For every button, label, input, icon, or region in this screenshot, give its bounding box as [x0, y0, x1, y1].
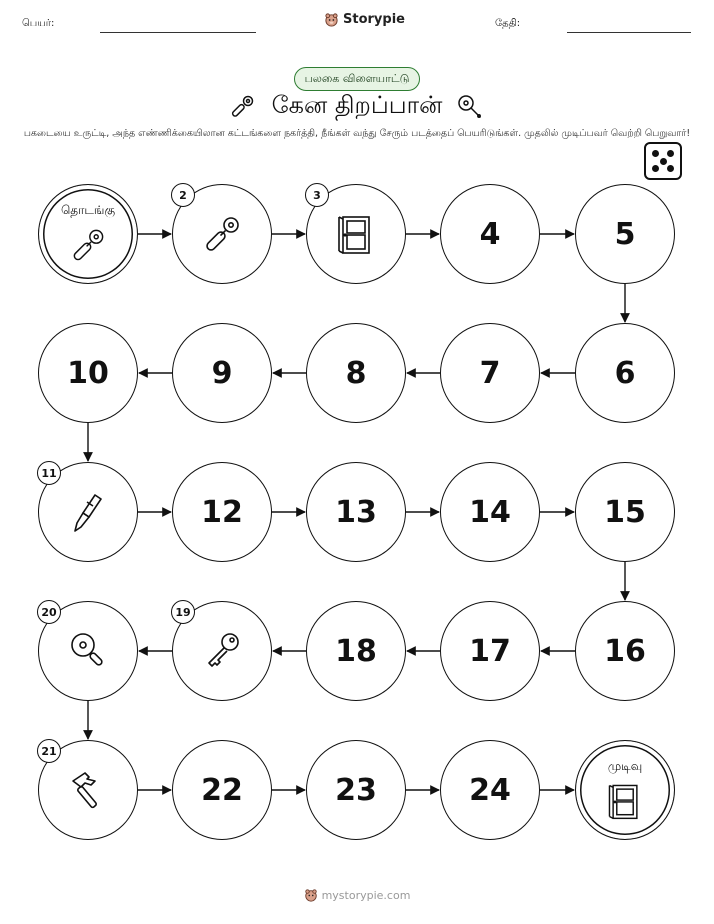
space-number: 4 [479, 216, 501, 252]
space-number: 7 [479, 355, 501, 391]
board-space[interactable] [172, 601, 272, 701]
board-space[interactable] [306, 601, 406, 701]
space-number: 22 [201, 772, 243, 808]
storypie-mascot-icon [304, 888, 318, 902]
page-title: கேன திறப்பான் [271, 91, 443, 119]
board-space[interactable] [440, 601, 540, 701]
board-space[interactable] [440, 462, 540, 562]
space-number-badge: 20 [37, 600, 61, 624]
board-space[interactable] [38, 740, 138, 840]
finish-space[interactable] [575, 740, 675, 840]
board-space[interactable] [172, 323, 272, 423]
brand-name: Storypie [343, 12, 405, 27]
pizza-cutter-icon [65, 628, 111, 674]
board-space[interactable] [440, 184, 540, 284]
board-space[interactable] [38, 601, 138, 701]
hammer-icon [65, 767, 111, 813]
instructions: பகடையை உருட்டி, அந்த எண்ணிக்கையிலான கட்டங்களை நகர்த்தி, நீங்கள் வந்து சேரும் படத்தைப் பெயரிடுங்கள். முதலில் முடிப்பவர் வெற்றி பெறுவார்! [23, 128, 691, 139]
category-tag: பலகை விளையாட்டு [294, 67, 420, 91]
space-number: 17 [469, 633, 511, 669]
board-space[interactable] [172, 184, 272, 284]
board-space[interactable] [172, 462, 272, 562]
space-number: 5 [614, 216, 636, 252]
board-space[interactable] [306, 462, 406, 562]
space-number: 6 [614, 355, 636, 391]
space-number-badge: 2 [171, 183, 195, 207]
space-number-badge: 21 [37, 739, 61, 763]
space-label: முடிவு [607, 759, 643, 773]
space-number-badge: 19 [171, 600, 195, 624]
board-space[interactable] [440, 740, 540, 840]
can-opener-icon [67, 224, 109, 266]
space-number: 12 [201, 494, 243, 530]
space-number: 18 [335, 633, 377, 669]
name-label: பெயர்: [22, 18, 55, 29]
start-space[interactable] [38, 184, 138, 284]
board-space[interactable] [306, 323, 406, 423]
board-space[interactable] [306, 184, 406, 284]
space-number: 15 [604, 494, 646, 530]
space-number-badge: 3 [305, 183, 329, 207]
footer [0, 888, 714, 902]
craft-knife-icon [65, 489, 111, 535]
board-space[interactable] [575, 462, 675, 562]
board-space[interactable] [172, 740, 272, 840]
space-number: 8 [345, 355, 367, 391]
board-space[interactable] [575, 601, 675, 701]
board-space[interactable] [306, 740, 406, 840]
space-number: 14 [469, 494, 511, 530]
cupboard-icon [604, 780, 646, 822]
space-number: 9 [211, 355, 233, 391]
space-label: தொடங்கு [60, 203, 116, 217]
key-icon [199, 628, 245, 674]
board-space[interactable] [440, 323, 540, 423]
board-space[interactable] [575, 184, 675, 284]
space-number: 23 [335, 772, 377, 808]
board-space[interactable] [38, 323, 138, 423]
board-space[interactable] [575, 323, 675, 423]
space-number-badge: 11 [37, 461, 61, 485]
date-label: தேதி: [495, 18, 521, 29]
footer-url: mystorypie.com [321, 888, 411, 902]
can-opener-icon [199, 211, 245, 257]
space-number: 10 [67, 355, 109, 391]
space-number: 13 [335, 494, 377, 530]
board-space[interactable] [38, 462, 138, 562]
cupboard-icon [333, 211, 379, 257]
space-number: 24 [469, 772, 511, 808]
space-number: 16 [604, 633, 646, 669]
